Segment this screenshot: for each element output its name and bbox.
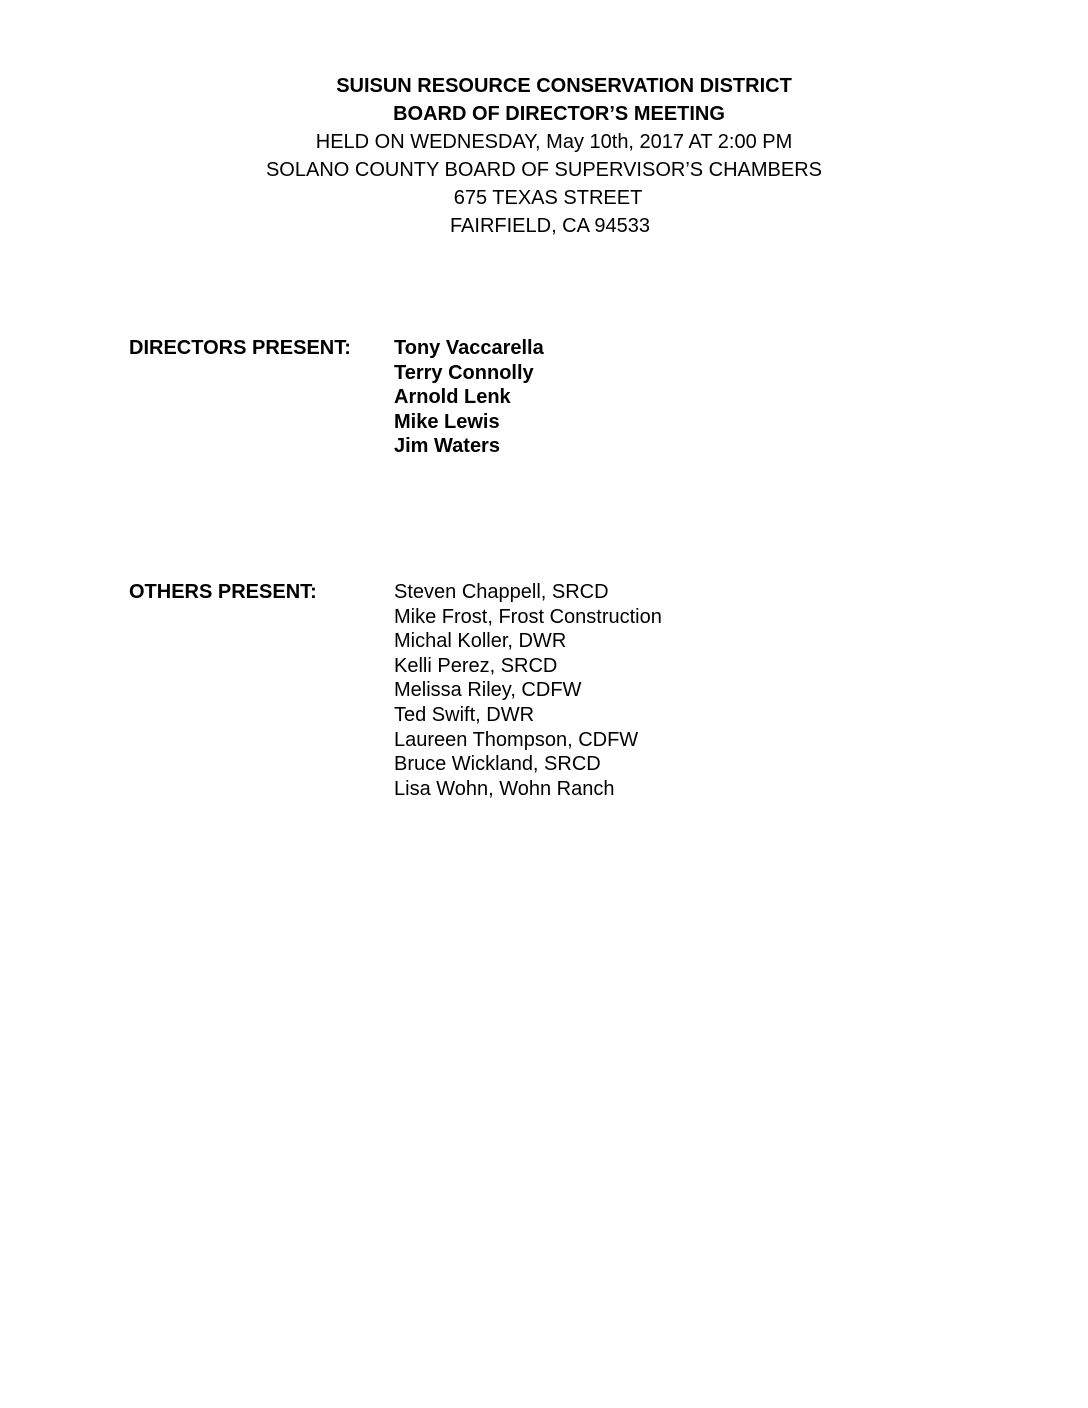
meeting-venue: SOLANO COUNTY BOARD OF SUPERVISOR’S CHAMBERS	[265, 159, 823, 181]
meeting-title: BOARD OF DIRECTOR’S MEETING	[393, 103, 725, 125]
directors-present-label: DIRECTORS PRESENT:	[129, 337, 351, 359]
attendee-name: Kelli Perez, SRCD	[394, 654, 558, 677]
director-name: Jim Waters	[394, 435, 500, 458]
directors-list	[394, 336, 544, 459]
document-header	[0, 72, 1088, 240]
attendee-name: Michal Koller, DWR	[394, 630, 567, 653]
attendee-name: Lisa Wohn, Wohn Ranch	[394, 777, 615, 800]
attendee-name: Steven Chappell, SRCD	[394, 581, 609, 603]
organization-name: SUISUN RESOURCE CONSERVATION DISTRICT	[336, 75, 792, 97]
attendee-name: Laureen Thompson, CDFW	[394, 728, 639, 751]
attendee-name: Bruce Wickland, SRCD	[394, 753, 601, 776]
others-list	[394, 580, 662, 801]
director-name: Terry Connolly	[394, 361, 534, 384]
attendee-name: Mike Frost, Frost Construction	[394, 605, 662, 628]
venue-city: FAIRFIELD, CA 94533	[449, 215, 651, 237]
venue-street: 675 TEXAS STREET	[453, 187, 643, 209]
director-name: Mike Lewis	[394, 410, 500, 433]
director-name: Tony Vaccarella	[394, 337, 544, 359]
director-name: Arnold Lenk	[394, 386, 511, 409]
others-present-label: OTHERS PRESENT:	[129, 581, 317, 603]
meeting-date-time: HELD ON WEDNESDAY, May 10th, 2017 AT 2:00 PM	[315, 131, 793, 153]
attendee-name: Melissa Riley, CDFW	[394, 679, 582, 702]
attendee-name: Ted Swift, DWR	[394, 703, 535, 726]
